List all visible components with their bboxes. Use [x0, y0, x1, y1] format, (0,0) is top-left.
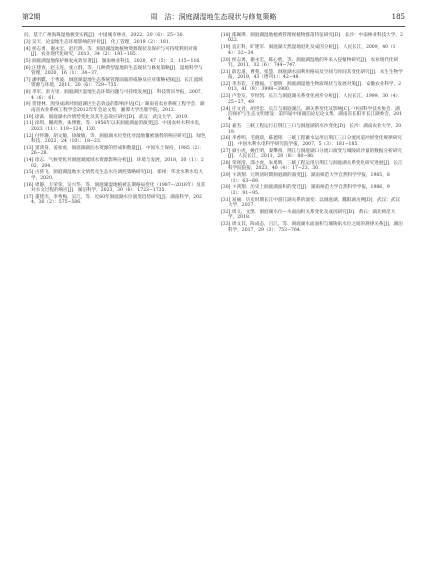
reference-entry: [12] 付怀珊，胡文敏，徐敏敏，等．洞庭湖水位变化对湿地覆被演替的响应研究[J]．绿色科技，2022，24（10）：18−23．: [24, 133, 206, 145]
reference-entry: [13] 窦鸿身，姜加虎．洞庭湖湖泊水资源的形成和数量[J]．中国水土保持，1985（2）：26−28．: [24, 145, 205, 157]
reference-entry: [22] 李杰钦，王德福，丁德明．洞庭湖湿地生物质现状与发展对策[J]．安徽农业科学，2013，41（9）：3998−3900．: [221, 82, 402, 93]
reference-entry: [14] 徐志．气候变化对洞庭湖流域水资源影响分析[J]．环境与发展，2018，30（1）：202，204．: [24, 158, 204, 169]
reference-entry: 问，基于广州海珠湿地极变实践[J]．中国城市林业，2022，20（6）：25−30．: [24, 33, 188, 38]
reference-entry: [18] 邵佩瑛．洞庭湖湿地植被管理视植物群落特征研究[D]．长沙：中南林业科技大学，2022．: [221, 33, 403, 44]
reference-entry: [20] 侯志勇，谢永宏，陈心胜，等．洞庭湖湿地的外来入侵植物研究[J]．农业现代化研究，2011，32（6）：744−747．: [221, 57, 399, 68]
reference-entry: [11] 徐琪，蒯鸿然，朱博雅，等．1956年以来洞庭湖盆的演变[J]．中国农村水利水电，2023（11）：119−124，130．: [24, 121, 204, 132]
reference-entry: [28] 荣择清，邵小虎，朱勇辉．三峡工程运用后荆江与洞庭湖关系变化研究进展[J]．长江科学院院报，2023，40（4）：17−23，30．: [221, 160, 403, 172]
reference-entry: [31] 易丽．历史时期长江中游江湖关系的演变：以洞庭湖，鄱阳湖为例[D]．武汉：武汉大学，2017．: [221, 197, 400, 209]
reference-entry: [5] 洞庭湖湿地保护修复成效显著[J]．湖南林业科技，2020，47（5）：2，115−116．: [24, 58, 204, 64]
references-left-column: [24, 33, 206, 207]
reference-entry: [21] 薛忠道，曹苑，张慧．洞庭湖水面利用格局及空间与时间其变化研究[J]．水生生物学报，2019，43（增刊1）：42−48．: [221, 69, 403, 81]
reference-entry: [25] 嘉杰．三峡工程运行后荆江三口与洞庭湖的水沙变化[D]．长沙：湖南农业大学，2019．: [221, 124, 402, 135]
issue-label: 第2期: [22, 13, 41, 21]
reference-entry: [6] 汪建春，赵玉连，张立群，等．几种典型湿地的生态现状与修复策略[J]．湿地科学与管理，2020，16（1）：34−37．: [24, 65, 203, 77]
running-header: [22, 12, 405, 27]
reference-entry: [33] 周文其，陈成态，吕江，等．洞庭湖水面面积与城陵矶水位之间的规律关系[J]．湖泊科学，2017，29（3）：753−764．: [221, 222, 403, 233]
page-number: 185: [391, 13, 405, 21]
reference-entry: [32] 周义，文凯．洞庭湖水位—水面面积关系变化及成因研究[D]．黄石：湖北师范大学，2018．: [221, 209, 396, 221]
reference-entry: [16] 周静，万荣荣，吴兴华，等．洞庭湖湿地植被长期格局变化（1987—2016年）及其对水文过程的响应[J]．湖泊科学，2023，30（6）：1723−1735．: [24, 182, 206, 194]
reference-entry: [19] 袁正科，旷建军．洞庭湖天然湿地退化及成因分析[J]．人民长江，2009，40（14）：32−34．: [221, 45, 396, 56]
reference-entry: [30] 卞鸿翔．历史上洞庭湖面积的变迁[J]．湖南师范大学自然科学学报，1986，9（2）：91−95．: [221, 185, 390, 196]
reference-entry: [29] 卞鸿翔．元明清时期洞庭湖的演变[J]．湖南师范大学自然科学学报，1985，8（1）：63−69．: [221, 173, 390, 184]
reference-entry: [23] 卢金友，罗恒凯．长江与洞庭湖关系变化初步分析[J]．人民长江，1999，30（4）：25−27，49．: [221, 94, 403, 105]
reference-entry: [4] 侯志勇，谢永宏，赵启鸿，等．洞庭湖湿地植物资源现状及保护与可持续利用对策[J]．农业现代化研究，2013，34（2）：181−185．: [24, 46, 198, 58]
reference-entry: [27] 颜小虎，姚仕明，秦攀祖．荆江与洞庭湖口分流口演变与城陵矶沙量的数据分析研究[J]．人民长江，2011，28（8）：80−86．: [221, 148, 402, 160]
running-title: 周 洁：洞庭湖湿地生态现状与修复策略: [150, 13, 277, 21]
reference-entry: [24] 庄文君，胡世忠．长江与洞庭湖江、湖关系变化及影响[C]／中国科学技术协会．湖泊保护与生态文明建设：第四届中国湖泊论坛论文集．湖南省长阳市长江湖委会，2014．: [221, 106, 403, 123]
reference-entry: [10] 徐菡．洞庭湖水沙情势变化及其生态效应研究[D]．武汉：武汉大学，2019．: [24, 114, 192, 120]
reference-entry: [9] 贺建林．围垦成湖对洞庭湖区生态效益的影响评估[C]／湖南省农业系统工程学会．湖南省农业系统工程学会2012年年会论文集．湘潭大学出版学院，2012．: [24, 102, 205, 113]
reference-entry: [15] 古骄飞．洞庭湖湿地水文情势及生态水位调控策略研究[D]．郑州：华北水利水电大学，2020．: [24, 170, 203, 181]
reference-entry: [17] 董建杰，李秀梅，吴江，等．近60年洞庭湖水位演变趋势研究[J]．湖南科学，2024，36（2）：575−586．: [24, 194, 202, 206]
references-right-column: [221, 33, 403, 234]
reference-entry: [26] 李香明，毛晓晨，陈德铭．三峡工程蓄水运用后荆江三口分流河道冲淤变化规律研究[J]．中国水利水电科学研究院学报，2007，5（3）：181−185．: [221, 136, 402, 147]
reference-entry: [3] 吴天．论湿地生态环境影响的评价[J]．化工管理，2019（2）：181．: [24, 39, 174, 45]
reference-entry: [8] 李军，彭方里．洞庭湖区湿地生态环境问题与可持续发展[J]．科技资讯导报，2007，4（6）：61．: [24, 90, 206, 101]
reference-entry: [7] 潘明麒，于秀波．洞庭湖湿地生态系统管理面临的威胁及应对策略初探[J]．长江流域资源与环境，2011，20（6）：729−735．: [24, 77, 203, 89]
